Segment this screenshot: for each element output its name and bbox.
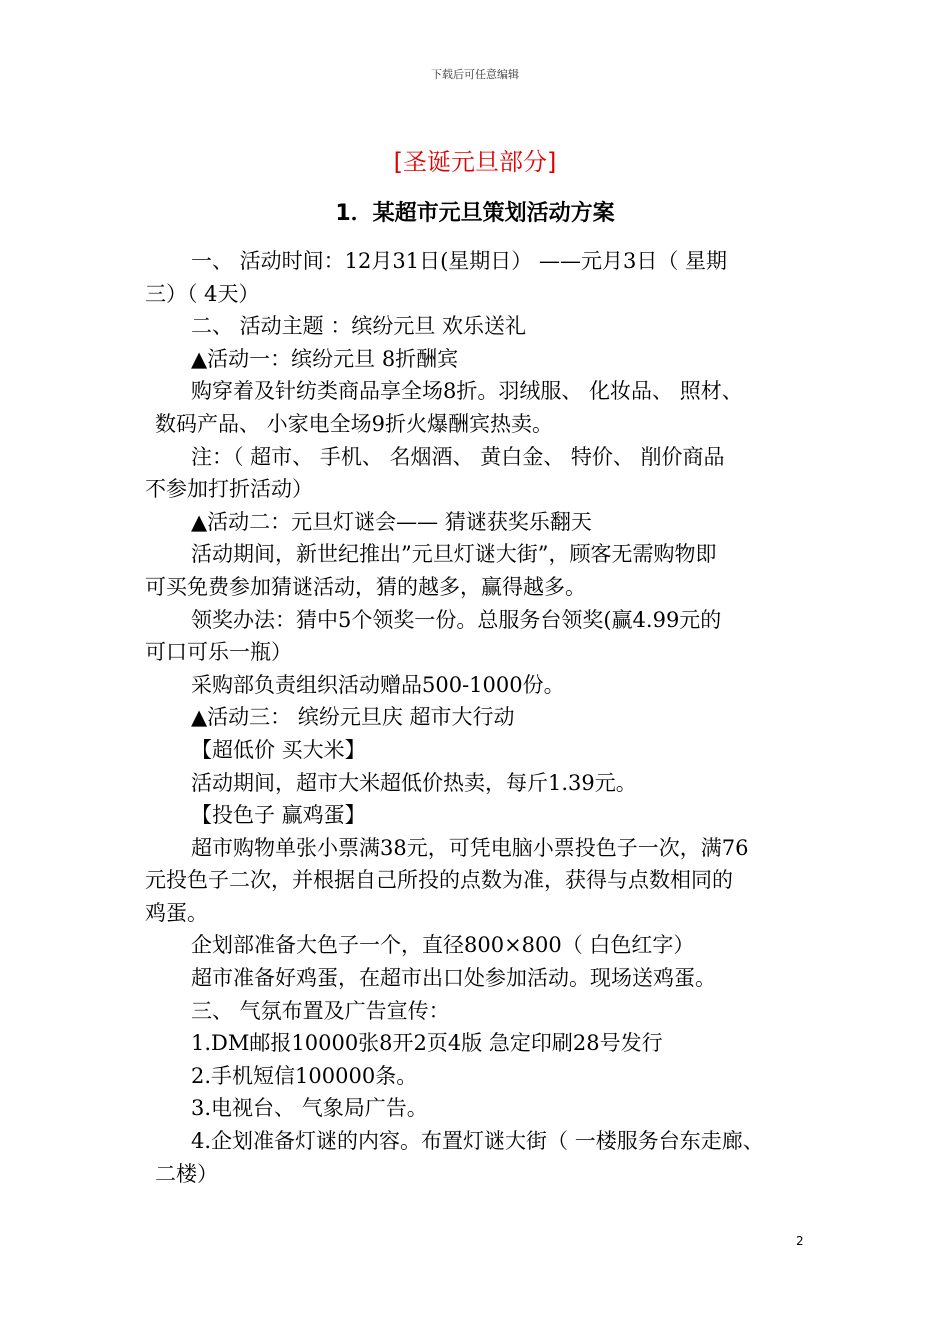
paragraph-line: 【投色子 赢鸡蛋】: [191, 803, 366, 828]
paragraph-line: 3.电视台、 气象局广告。: [191, 1096, 428, 1121]
paragraph-line: 领奖办法：猜中5个领奖一份。总服务台领奖(赢4.99元的: [191, 607, 722, 632]
document-title: 1．某超市元旦策划活动方案: [335, 201, 615, 226]
paragraph-line: 【超低价 买大米】: [191, 737, 366, 762]
paragraph-line: ▲活动一：缤纷元旦 8折酬宾: [191, 346, 459, 371]
paragraph-line: 可买免费参加猜谜活动，猜的越多，赢得越多。: [145, 574, 586, 599]
paragraph-line: 注：（ 超市、 手机、 名烟酒、 黄白金、 特价、 削价商品: [191, 444, 725, 469]
paragraph-line: 可口可乐一瓶）: [145, 640, 292, 665]
document-body: [145, 245, 825, 1190]
paragraph-line: 企划部准备大色子一个，直径800×800（ 白色红字）: [191, 933, 695, 958]
paragraph-line: 二楼）: [155, 1161, 218, 1186]
page-header: 下载后可任意编辑: [431, 68, 519, 81]
paragraph-line: 数码产品、 小家电全场9折火爆酬宾热卖。: [155, 411, 554, 436]
section-title: [圣诞元旦部分]: [393, 148, 557, 176]
paragraph-line: 采购部负责组织活动赠品500-1000份。: [191, 672, 565, 697]
paragraph-line: 一、 活动时间：12月31日(星期日） ——元月3日（ 星期: [191, 249, 728, 273]
paragraph-line: 2.手机短信100000条。: [191, 1063, 418, 1088]
paragraph-line: ▲活动二：元旦灯谜会—— 猜谜获奖乐翻天: [191, 509, 592, 534]
paragraph-line: 不参加打折活动）: [145, 477, 313, 502]
paragraph-line: 三、 气氛布置及广告宣传：: [191, 998, 450, 1023]
paragraph-line: ▲活动三： 缤纷元旦庆 超市大行动: [191, 705, 515, 730]
paragraph-line: 购穿着及针纺类商品享全场8折。羽绒服、 化妆品、 照材、: [191, 379, 743, 404]
paragraph-line: 活动期间，新世纪推出”元旦灯谜大街”，顾客无需购物即: [191, 542, 717, 567]
paragraph-line: 超市购物单张小票满38元，可凭电脑小票投色子一次，满76: [191, 835, 749, 860]
page-number: 2: [796, 1234, 804, 1248]
paragraph-line: 活动期间，超市大米超低价热卖，每斤1.39元。: [191, 770, 637, 795]
paragraph-line: 元投色子二次，并根据自己所投的点数为准，获得与点数相同的: [145, 868, 733, 893]
paragraph-line: 1.DM邮报10000张8开2页4版 急定印刷28号发行: [191, 1031, 663, 1056]
paragraph-line: 三）（ 4天）: [145, 281, 260, 306]
paragraph-line: 鸡蛋。: [145, 900, 208, 925]
paragraph-line: 二、 活动主题 ：缤纷元旦 欢乐送礼: [191, 314, 527, 339]
paragraph-line: 超市准备好鸡蛋，在超市出口处参加活动。现场送鸡蛋。: [191, 966, 716, 991]
paragraph-line: 4.企划准备灯谜的内容。布置灯谜大街（ 一楼服务台东走廊、: [191, 1129, 764, 1154]
